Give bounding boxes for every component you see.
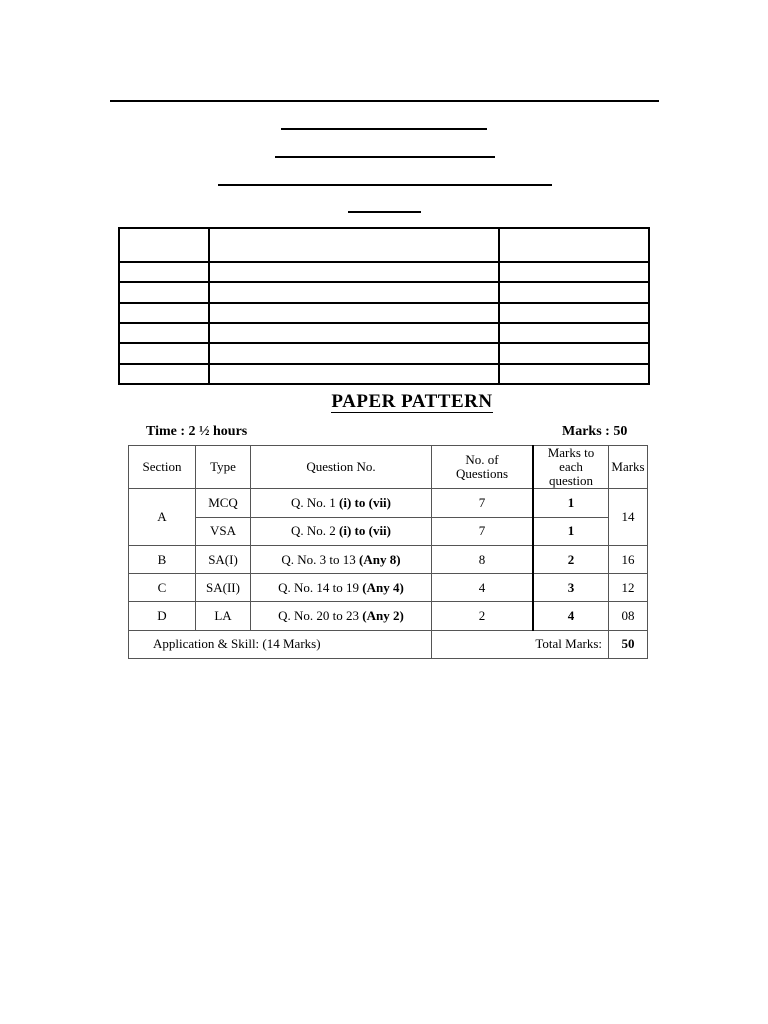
- table-row: [129, 602, 648, 630]
- marks-cell: 16: [609, 545, 648, 573]
- application-skill-label: Application & Skill: (14 Marks): [129, 630, 432, 658]
- each-cell: 4: [533, 602, 609, 630]
- section-cell: A: [129, 489, 196, 546]
- section-cell: B: [129, 545, 196, 573]
- question-cell: Q. No. 1 (i) to (vii): [251, 489, 432, 517]
- header-no-of-questions: No. of Questions: [432, 446, 534, 489]
- blank-header-table: [118, 227, 650, 385]
- question-cell: Q. No. 3 to 13 (Any 8): [251, 545, 432, 573]
- marks-cell: 12: [609, 574, 648, 602]
- header-question-no: Question No.: [251, 446, 432, 489]
- count-cell: 7: [432, 489, 534, 517]
- type-cell: VSA: [196, 517, 251, 545]
- section-cell: C: [129, 574, 196, 602]
- type-cell: SA(I): [196, 545, 251, 573]
- question-cell: Q. No. 2 (i) to (vii): [251, 517, 432, 545]
- question-cell: Q. No. 20 to 23 (Any 2): [251, 602, 432, 630]
- type-cell: SA(II): [196, 574, 251, 602]
- top-rule: [110, 100, 659, 102]
- total-marks-value: 50: [609, 630, 648, 658]
- paper-pattern-table: [128, 445, 648, 659]
- title-line-4: [348, 211, 421, 213]
- table-row: [129, 489, 648, 517]
- count-cell: 4: [432, 574, 534, 602]
- table-footer-row: [129, 630, 648, 658]
- count-cell: 2: [432, 602, 534, 630]
- table-row: [129, 517, 648, 545]
- time-label: Time : 2 ½ hours: [146, 424, 248, 439]
- marks-label: Marks : 50: [562, 424, 628, 439]
- marks-cell: 08: [609, 602, 648, 630]
- header-type: Type: [196, 446, 251, 489]
- paper-pattern-title: PAPER PATTERN: [331, 391, 493, 412]
- each-cell: 1: [533, 489, 609, 517]
- marks-cell: 14: [609, 489, 648, 546]
- each-cell: 1: [533, 517, 609, 545]
- title-line-2: [275, 156, 495, 158]
- type-cell: LA: [196, 602, 251, 630]
- table-row: [129, 545, 648, 573]
- table-row: [129, 574, 648, 602]
- question-cell: Q. No. 14 to 19 (Any 4): [251, 574, 432, 602]
- title-line-1: [281, 128, 487, 130]
- count-cell: 7: [432, 517, 534, 545]
- each-cell: 2: [533, 545, 609, 573]
- each-cell: 3: [533, 574, 609, 602]
- total-marks-label: Total Marks:: [432, 630, 609, 658]
- header-section: Section: [129, 446, 196, 489]
- table-header-row: [129, 446, 648, 489]
- count-cell: 8: [432, 545, 534, 573]
- section-cell: D: [129, 602, 196, 630]
- title-line-3: [218, 184, 552, 186]
- type-cell: MCQ: [196, 489, 251, 517]
- header-marks: Marks: [609, 446, 648, 489]
- header-marks-each: Marks to each question: [533, 446, 609, 489]
